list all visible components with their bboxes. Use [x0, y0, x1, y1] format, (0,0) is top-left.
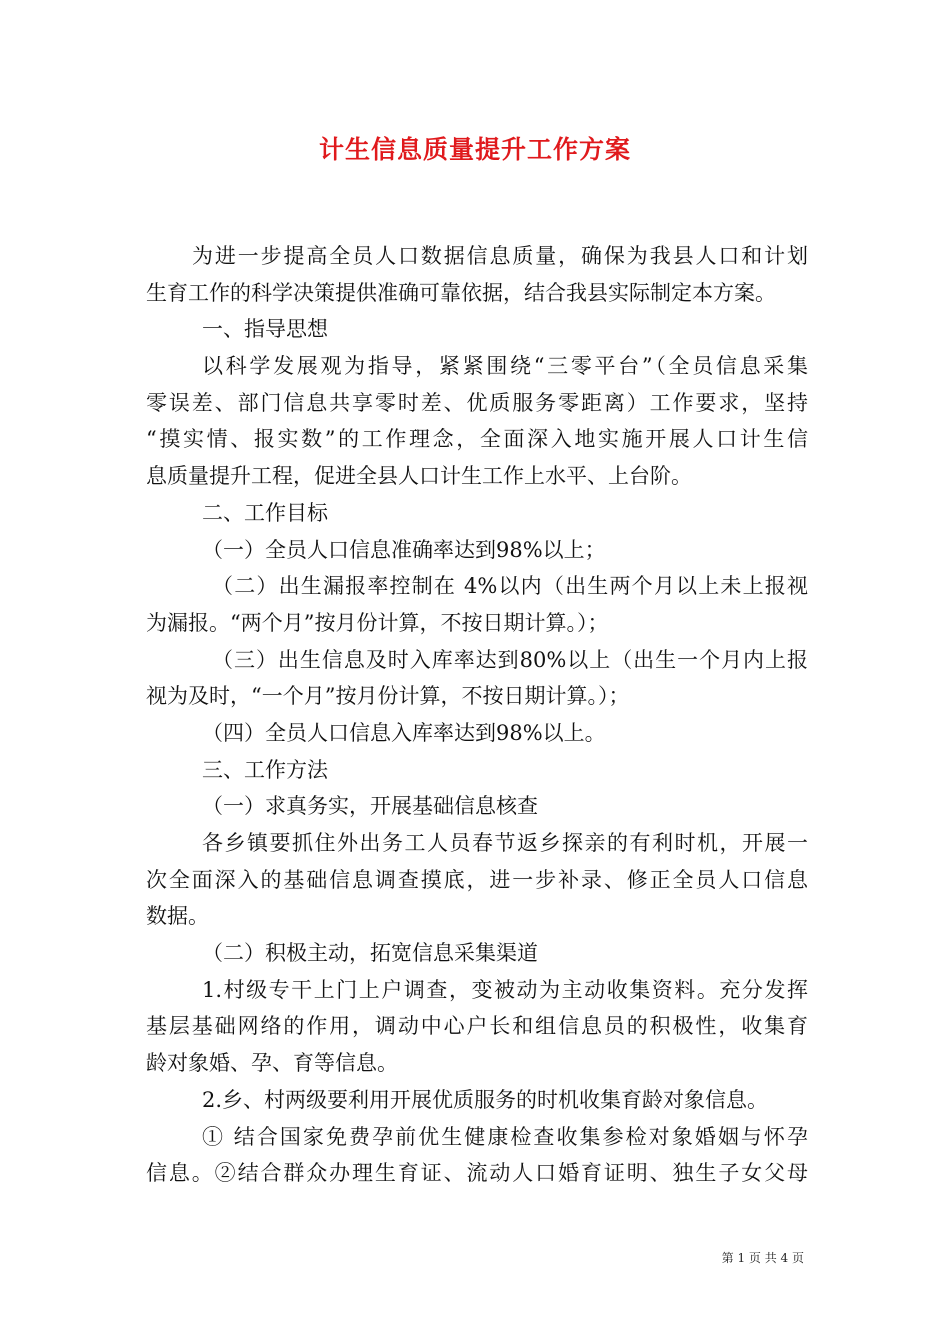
body-text-line: 以科学发展观为指导，紧紧围绕“三零平台”（全员信息采集 — [202, 354, 808, 379]
body-text-line: 零误差、部门信息共享零时差、优质服务零距离）工作要求，坚持 — [146, 390, 808, 415]
body-text-line: ① 结合国家免费孕前优生健康检查收集参检对象婚姻与怀孕 — [202, 1124, 808, 1149]
body-text-line: 各乡镇要抓住外出务工人员春节返乡探亲的有利时机，开展一 — [202, 831, 808, 855]
body-text-line: （二）出生漏报率控制在 4%以内（出生两个月以上未上报视 — [212, 574, 808, 599]
body-text-line: 二、工作目标 — [202, 500, 328, 525]
body-text-line: （一）求真务实，开展基础信息核查 — [202, 794, 538, 819]
body-text-line: 龄对象婚、孕、育等信息。 — [146, 1051, 398, 1076]
body-text-line: 为漏报。“两个月”按月份计算，不按日期计算。）； — [146, 610, 609, 635]
body-text-line: “摸实情、报实数”的工作理念，全面深入地实施开展人口计生信 — [146, 427, 808, 452]
body-text-line: 为进一步提高全员人口数据信息质量，确保为我县人口和计划 — [192, 244, 808, 268]
body-text-line: 三、工作方法 — [202, 757, 328, 782]
body-text-line: 数据。 — [146, 904, 209, 929]
body-text-line: 生育工作的科学决策提供准确可靠依据，结合我县实际制定本方案。 — [146, 280, 776, 305]
body-text-line: 1.村级专干上门上户调查，变被动为主动收集资料。充分发挥 — [202, 977, 808, 1002]
document-body — [146, 238, 808, 1192]
page-number: 第 1 页 共 4 页 — [721, 1251, 804, 1265]
body-text-line: 一、指导思想 — [202, 317, 328, 342]
body-text-line: 信息。②结合群众办理生育证、流动人口婚育证明、独生子女父母 — [146, 1161, 808, 1186]
body-text-line: （四）全员人口信息入库率达到98%以上。 — [202, 720, 606, 745]
body-text-line: 视为及时，“一个月”按月份计算，不按日期计算。）； — [146, 684, 630, 709]
body-text-line: 2.乡、村两级要利用开展优质服务的时机收集育龄对象信息。 — [202, 1087, 769, 1112]
body-text-line: （二）积极主动，拓宽信息采集渠道 — [202, 941, 538, 966]
body-text-line: （一）全员人口信息准确率达到98%以上； — [202, 537, 606, 562]
body-text-line: 基层基础网络的作用，调动中心户长和组信息员的积极性，收集育 — [146, 1014, 808, 1039]
body-text-line: （三）出生信息及时入库率达到80%以上（出生一个月内上报 — [212, 647, 808, 672]
body-text-line: 息质量提升工程，促进全县人口计生工作上水平、上台阶。 — [146, 464, 692, 489]
body-text-line: 次全面深入的基础信息调查摸底，进一步补录、修正全员人口信息 — [146, 867, 808, 892]
document-title: 计生信息质量提升工作方案 — [318, 135, 631, 164]
